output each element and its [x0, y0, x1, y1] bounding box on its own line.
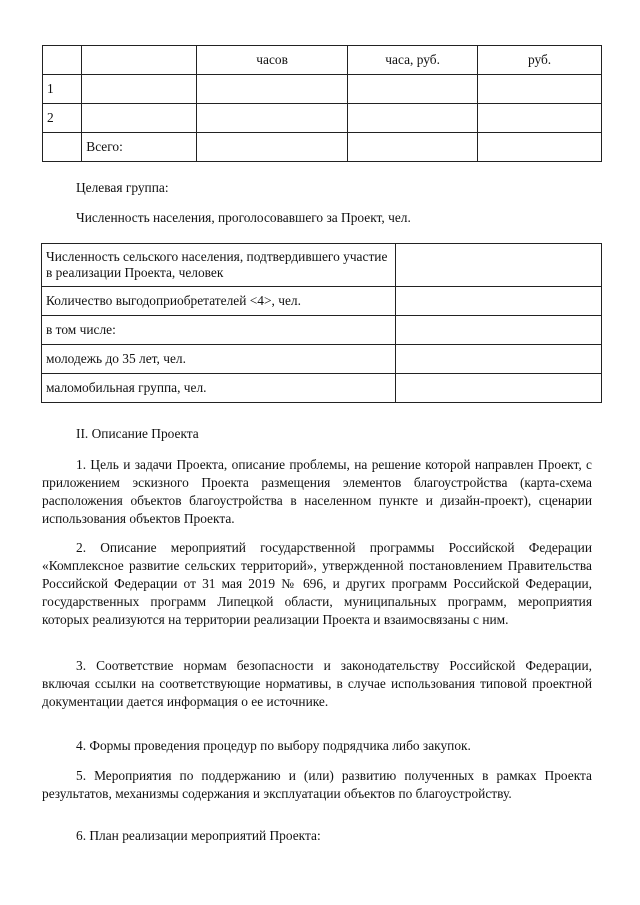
- table-cell: [43, 133, 82, 162]
- table-cell: Численность сельского населения, подтвердившего участие в реализации Проекта, человек: [42, 244, 396, 287]
- table-row: [42, 244, 602, 287]
- table-cell: [348, 75, 478, 104]
- value-cell: [396, 244, 602, 287]
- table-row: [43, 75, 602, 104]
- table-cell: [348, 104, 478, 133]
- table-cell: в том числе:: [42, 316, 396, 345]
- table-total-row: [43, 133, 602, 162]
- table-cell: [478, 133, 602, 162]
- table-cell: [348, 133, 478, 162]
- table-cell: [478, 104, 602, 133]
- table-cell: [82, 75, 197, 104]
- table-row: [42, 287, 602, 316]
- table-cell: Количество выгодоприобретателей <4>, чел.: [42, 287, 396, 316]
- table-cell: маломобильная группа, чел.: [42, 374, 396, 403]
- paragraph-2: 2. Описание мероприятий государственной программы Российской Федерации «Комплексное развитие сельских территорий», утвержденной постановлением Правительства Российской Федерации от 31 мая 2019 № 696, и других программ Российской Федерации, государственных программ Липецкой области, муниципальных программ, мероприятия которых реализуются на территории реализации Проекта и взаимосвязаны с ним.: [42, 540, 592, 627]
- table-cell: [197, 133, 348, 162]
- table-header-cell: часов: [197, 46, 348, 75]
- table-row: [43, 104, 602, 133]
- table-cell: молодежь до 35 лет, чел.: [42, 345, 396, 374]
- row-number: 2: [43, 104, 82, 133]
- table-cell: [478, 75, 602, 104]
- table-row: [42, 374, 602, 403]
- table-cell: [82, 104, 197, 133]
- table-cell: [197, 104, 348, 133]
- table-cell: [197, 75, 348, 104]
- total-label: Всего:: [82, 133, 197, 162]
- value-cell: [396, 374, 602, 403]
- value-cell: [396, 287, 602, 316]
- value-cell: [396, 316, 602, 345]
- table-row: [42, 345, 602, 374]
- paragraph-3: 3. Соответствие нормам безопасности и законодательству Российской Федерации, включая ссылки на соответствующие нормативы, в случае использования типовой проектной документации дается информация о ее источнике.: [42, 658, 592, 709]
- row-number: 1: [43, 75, 82, 104]
- population-table: [41, 243, 602, 403]
- paragraph-4: 4. Формы проведения процедур по выбору подрядчика либо закупок.: [76, 738, 471, 753]
- table-row: [42, 316, 602, 345]
- paragraph-1: 1. Цель и задачи Проекта, описание проблемы, на решение которой направлен Проект, с приложением эскизного Проекта размещения элементов благоустройства (карта-схема расположения объектов благоустройства в населенном пункте и дизайн-проект), сценарии использования объектов Проекта.: [42, 457, 592, 526]
- table-cell: [82, 46, 197, 75]
- table-cell: [43, 46, 82, 75]
- section-title: II. Описание Проекта: [76, 426, 199, 441]
- population-voted-label: Численность населения, проголосовавшего за Проект, чел.: [76, 210, 411, 225]
- table-header-row: [43, 46, 602, 75]
- table-header-cell: часа, руб.: [348, 46, 478, 75]
- paragraph-5: 5. Мероприятия по поддержанию и (или) развитию полученных в рамках Проекта результатов, механизмы содержания и эксплуатации объектов по благоустройству.: [42, 768, 592, 801]
- value-cell: [396, 345, 602, 374]
- table-header-cell: руб.: [478, 46, 602, 75]
- cost-table: [42, 45, 602, 162]
- target-group-label: Целевая группа:: [76, 180, 169, 195]
- paragraph-6: 6. План реализации мероприятий Проекта:: [76, 828, 321, 843]
